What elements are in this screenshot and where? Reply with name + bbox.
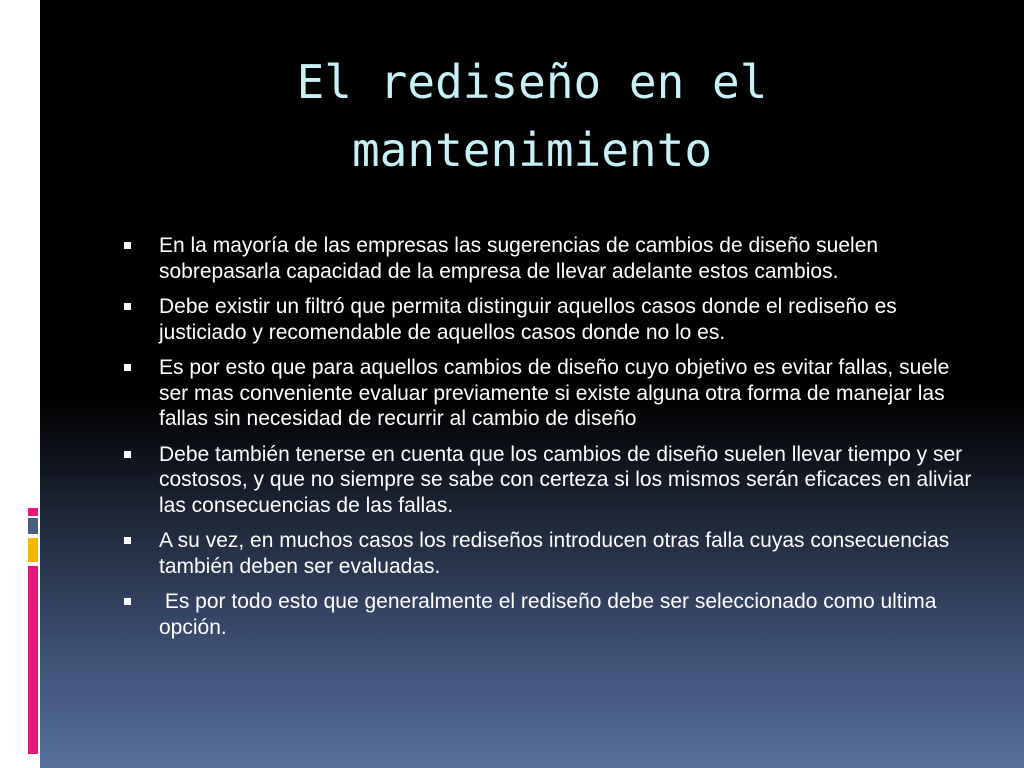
square-bullet-icon	[124, 242, 131, 249]
square-bullet-icon	[124, 451, 131, 458]
accent-bar-pink-long	[28, 566, 38, 754]
bullet-item	[118, 528, 978, 579]
square-bullet-icon	[124, 364, 131, 371]
bullet-item	[118, 294, 978, 345]
slide-title-line-2: mantenimiento	[351, 123, 713, 177]
slide	[40, 0, 1024, 768]
slide-title	[40, 48, 1024, 184]
accent-bar-pink-top	[28, 508, 38, 516]
bullet-text: A su vez, en muchos casos los rediseños introducen otras falla cuyas consecuencias también deben ser evaluadas.	[159, 529, 950, 578]
square-bullet-icon	[124, 537, 131, 544]
bullet-item	[118, 233, 978, 284]
accent-bar-yellow	[28, 538, 38, 562]
square-bullet-icon	[124, 598, 131, 605]
bullet-item	[118, 442, 978, 519]
bullet-text: Debe también tenerse en cuenta que los cambios de diseño suelen llevar tiempo y ser costosos, y que no siempre se sabe con certeza si los mismos serán eficaces en aliviar las consecuencias de las fallas.	[159, 442, 972, 517]
square-bullet-icon	[124, 303, 131, 310]
bullet-text: Es por todo esto que generalmente el rediseño debe ser seleccionado como ultima opción.	[159, 590, 943, 639]
bullet-text: Es por esto que para aquellos cambios de diseño cuyo objetivo es evitar fallas, suele ser mas conveniente evaluar previamente si existe alguna otra forma de manejar las fallas sin necesidad de recurrir al cambio de diseño	[159, 356, 950, 430]
accent-bar-slate	[28, 518, 38, 534]
bullet-item	[118, 355, 978, 432]
bullet-list	[118, 233, 978, 650]
slide-title-line-1: El rediseño en el	[296, 55, 768, 109]
bullet-item	[118, 589, 978, 640]
bullet-text: Debe existir un filtró que permita distinguir aquellos casos donde el rediseño es justiciado y recomendable de aquellos casos donde no lo es.	[159, 295, 897, 344]
bullet-text: En la mayoría de las empresas las sugerencias de cambios de diseño suelen sobrepasarla capacidad de la empresa de llevar adelante estos cambios.	[159, 234, 879, 283]
